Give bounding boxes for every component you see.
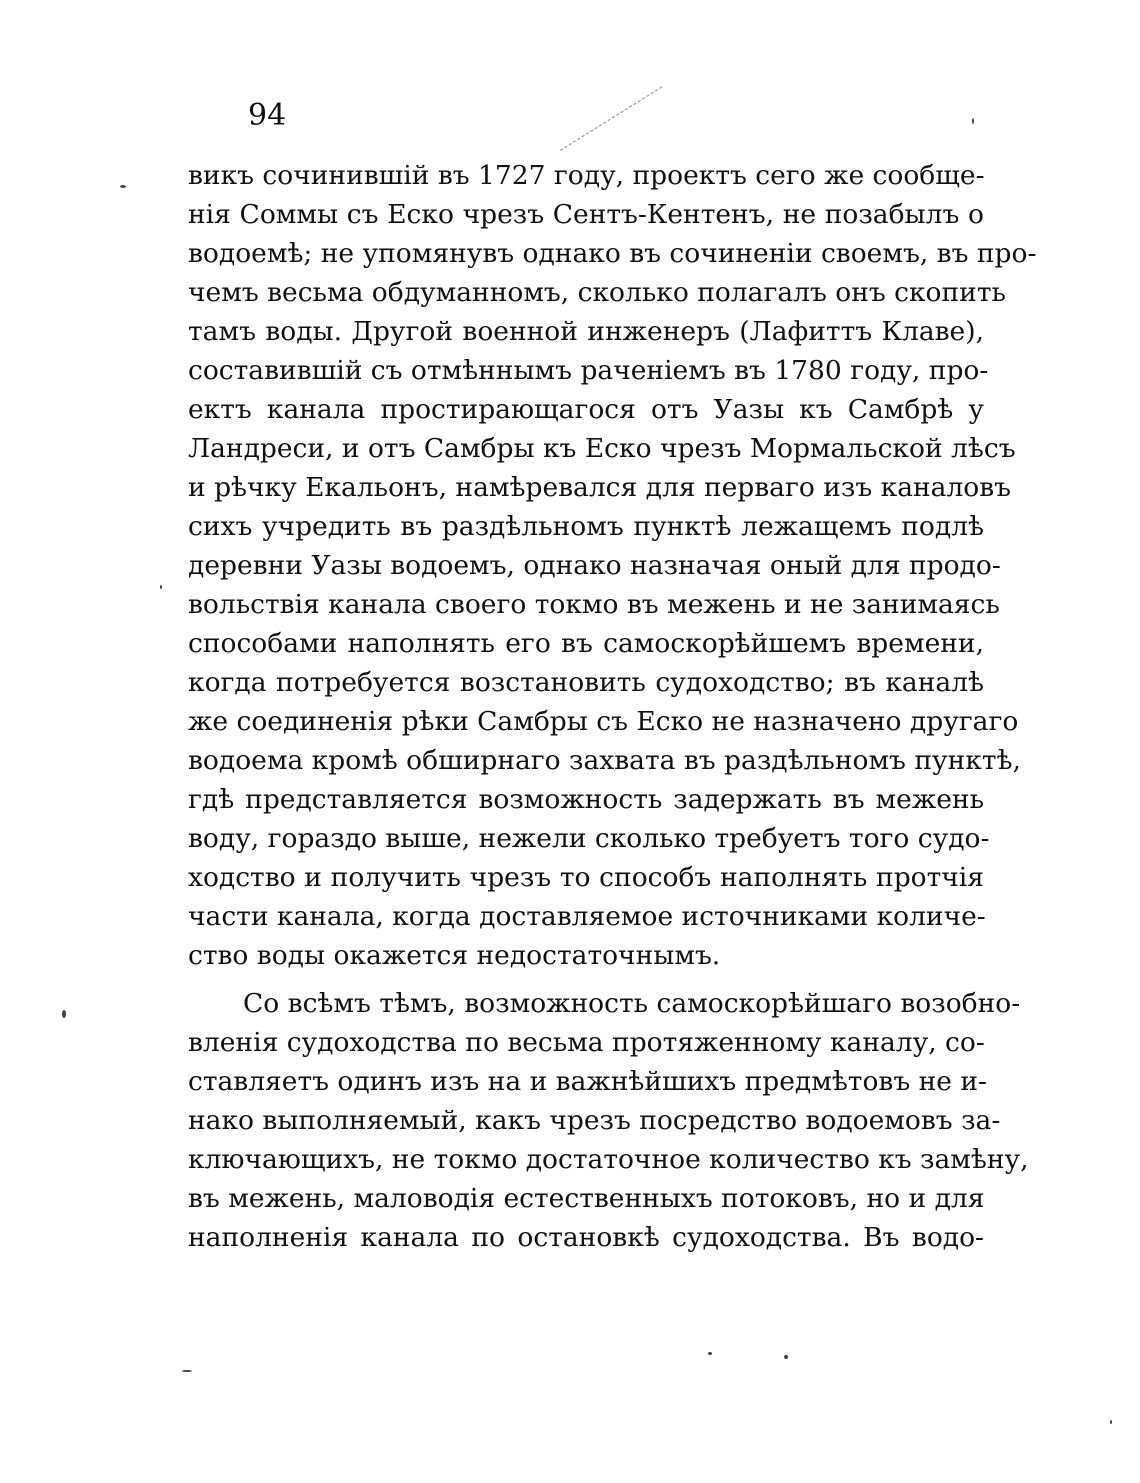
text-line: деревни Уазы водоемъ, однако назначая оный для продо- [188, 550, 1001, 581]
text-line: вольствія канала своего токмо въ межень и не занимаясь [188, 589, 1000, 620]
scan-artifact-speck [182, 1370, 192, 1372]
text-line: составившій съ отмѣннымъ раченіемъ въ 1780 году, про- [188, 355, 989, 386]
scan-artifact-speck [972, 118, 974, 124]
text-line: наполненія канала по остановкѣ судоходства. Въ водо- [188, 1222, 984, 1253]
text-line: водоемѣ; не упомянувъ однако въ сочиненіи своемъ, въ про- [188, 238, 1037, 269]
text-line: вленія судоходства по весьма протяженному каналу, со- [188, 1027, 985, 1058]
scan-artifact-speck [708, 1352, 712, 1355]
scan-artifact-speck [120, 185, 126, 188]
scan-artifact-speck [784, 1355, 788, 1359]
text-line: ектъ канала простирающагося отъ Уазы къ Самбрѣ у [188, 394, 984, 425]
text-line: въ межень, маловодія естественныхъ потоковъ, но и для [188, 1183, 985, 1214]
scan-artifact-speck [160, 585, 162, 589]
page-number: 94 [248, 98, 287, 133]
text-line: чемъ весьма обдуманномъ, сколько полагалъ онъ скопить [188, 277, 1006, 308]
scan-artifact-speck [1110, 1420, 1112, 1424]
text-line: же соединенія рѣки Самбры съ Еско не назначено другаго [188, 706, 1019, 737]
text-line: части канала, когда доставляемое источниками количе- [188, 901, 986, 932]
text-line: способами наполнять его въ самоскорѣйшемъ времени, [188, 628, 984, 659]
text-line: когда потребуется возстановить судоходство; въ каналѣ [188, 667, 984, 698]
text-line: ство воды окажется недостаточнымъ. [188, 940, 721, 971]
text-line: Ландреси, и отъ Самбры къ Еско чрезъ Мормальской лѣсъ [188, 433, 1016, 464]
text-line: ходство и получить чрезъ то способъ наполнять протчія [188, 862, 984, 893]
text-line: нако выполняемый, какъ чрезъ посредство водоемовъ за- [188, 1105, 1001, 1136]
scan-artifact-line [560, 86, 662, 150]
text-line: воду, гораздо выше, нежели сколько требуетъ того судо- [188, 823, 990, 854]
text-line: тамъ воды. Другой военной инженеръ (Лафиттъ Клаве), [188, 316, 984, 347]
text-line: Со всѣмъ тѣмъ, возможность самоскорѣйшаго возобно- [243, 988, 1021, 1019]
text-line: гдѣ представляется возможность задержать въ межень [188, 784, 984, 815]
text-line: ключающихъ, не токмо достаточное количество къ замѣну, [188, 1144, 1029, 1175]
scan-artifact-speck [62, 1010, 66, 1018]
text-line: и рѣчку Екальонъ, намѣревался для перваго изъ каналовъ [188, 472, 1012, 503]
text-line: водоема кромѣ обширнаго захвата въ раздѣльномъ пунктѣ, [188, 745, 1021, 776]
text-line: сихъ учредить въ раздѣльномъ пунктѣ лежащемъ подлѣ [188, 511, 984, 542]
text-line: викъ сочинившій въ 1727 году, проектъ сего же сообще- [188, 160, 985, 191]
text-line: ставляетъ одинъ изъ на и важнѣйшихъ предмѣтовъ не и- [188, 1066, 987, 1097]
text-line: нія Соммы съ Еско чрезъ Сентъ-Кентенъ, не позабылъ о [188, 199, 984, 230]
